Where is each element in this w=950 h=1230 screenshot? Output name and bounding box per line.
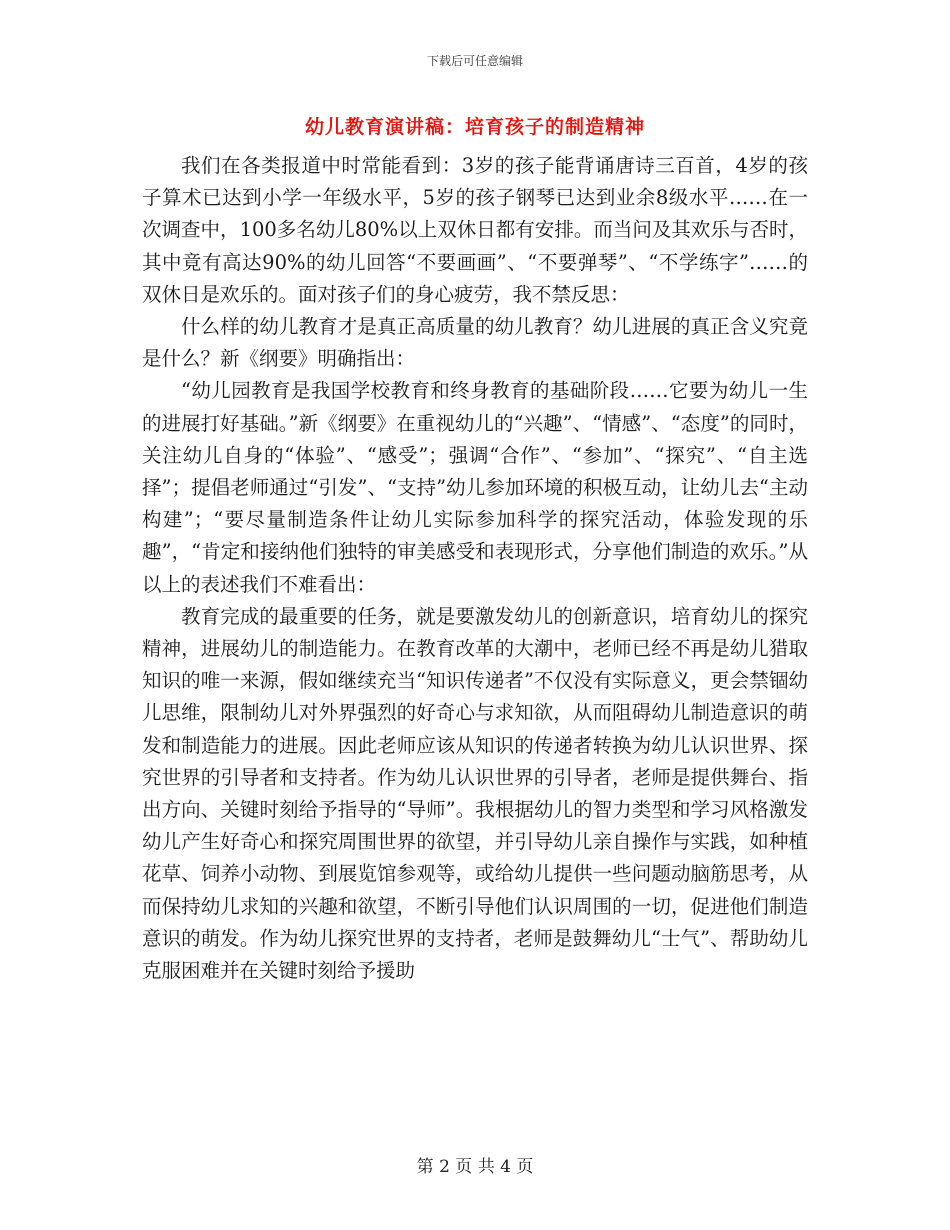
paragraph: “幼儿园教育是我国学校教育和终身教育的基础阶段……它要为幼儿一生的进展打好基础。”新《纲要》在重视幼儿的“兴趣”、“情感”、“态度”的同时，关注幼儿自身的“体验”、“感受”；强调“合作”、“参加”、“探究”、“自主选择”；提倡老师通过“引发”、“支持”幼儿参加环境的积极互动，让幼儿去“主动构建”；“要尽量制造条件让幼儿实际参加科学的探究活动，体验发现的乐趣”，“肯定和接纳他们独特的审美感受和表现形式，分享他们制造的欢乐。”从以上的表述我们不难看出： bbox=[142, 379, 808, 596]
paragraph: 我们在各类报道中时常能看到：3岁的孩子能背诵唐诗三百首，4岁的孩子算术已达到小学一年级水平，5岁的孩子钢琴已达到业余8级水平……在一次调查中，100多名幼儿80%以上双休日都有安排。而当问及其欢乐与否时，其中竟有高达90%的幼儿回答“不要画画”、“不要弹琴”、“不学练字”……的双休日是欢乐的。面对孩子们的身心疲劳，我不禁反思： bbox=[142, 154, 808, 306]
paragraph: 什么样的幼儿教育才是真正高质量的幼儿教育？幼儿进展的真正含义究竟是什么？新《纲要》明确指出： bbox=[142, 315, 808, 371]
header-note: 下载后可任意编辑 bbox=[426, 54, 523, 68]
document-title: 幼儿教育演讲稿：培育孩子的制造精神 bbox=[304, 116, 645, 138]
page-footer: 第 2 页 共 4 页 bbox=[416, 1157, 534, 1177]
paragraph: 教育完成的最重要的任务，就是要激发幼儿的创新意识，培育幼儿的探究精神，进展幼儿的制造能力。在教育改革的大潮中，老师已经不再是幼儿猎取知识的唯一来源，假如继续充当“知识传递者”不仅没有实际意义，更会禁锢幼儿思维，限制幼儿对外界强烈的好奇心与求知欲，从而阻碍幼儿制造意识的萌发和制造能力的进展。因此老师应该从知识的传递者转换为幼儿认识世界、探究世界的引导者和支持者。作为幼儿认识世界的引导者，老师是提供舞台、指出方向、关键时刻给予指导的“导师”。我根据幼儿的智力类型和学习风格激发幼儿产生好奇心和探究周围世界的欲望，并引导幼儿亲自操作与实践，如种植花草、饲养小动物、到展览馆参观等，或给幼儿提供一些问题动脑筋思考，从而保持幼儿求知的兴趣和欲望，不断引导他们认识周围的一切，促进他们制造意识的萌发。作为幼儿探究世界的支持者，老师是鼓舞幼儿“士气”、帮助幼儿克服困难并在关键时刻给予援助 bbox=[142, 604, 808, 983]
document-body bbox=[142, 150, 808, 987]
